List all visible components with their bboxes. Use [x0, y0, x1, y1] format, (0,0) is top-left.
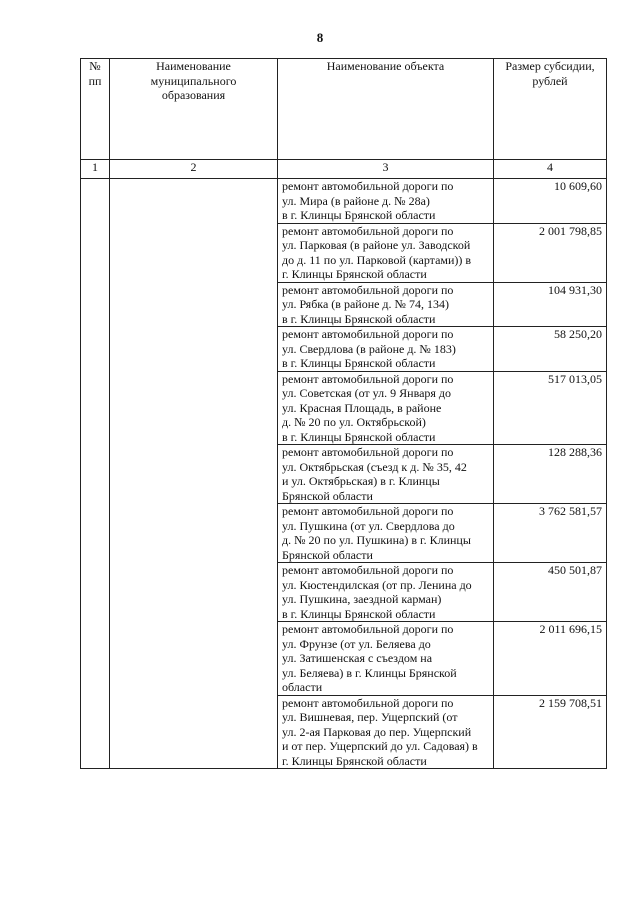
column-number: 3: [278, 160, 494, 179]
page-number: 8: [316, 30, 324, 45]
object-cell: ремонт автомобильной дороги по ул. Свердлова (в районе д. № 183) в г. Клинцы Брянской области: [278, 327, 494, 372]
amount-cell: 58 250,20: [494, 327, 607, 372]
object-cell: ремонт автомобильной дороги по ул. Фрунзе (от ул. Беляева до ул. Затишенская с съездом на ул. Беляева) в г. Клинцы Брянской области: [278, 622, 494, 696]
object-cell: ремонт автомобильной дороги по ул. Пушкина (от ул. Свердлова до д. № 20 по ул. Пушкина) в г. Клинцы Брянской области: [278, 504, 494, 563]
amount-cell: 2 011 696,15: [494, 622, 607, 696]
amount-cell: 128 288,36: [494, 445, 607, 504]
amount-cell: 517 013,05: [494, 371, 607, 445]
object-cell: ремонт автомобильной дороги по ул. Парковая (в районе ул. Заводской до д. 11 по ул. Парковой (картами)) в г. Клинцы Брянской области: [278, 223, 494, 282]
amount-cell: 450 501,87: [494, 563, 607, 622]
object-cell: ремонт автомобильной дороги по ул. Советская (от ул. 9 Января до ул. Красная Площадь, в районе д. № 20 по ул. Октябрьской) в г. Клинцы Брянской области: [278, 371, 494, 445]
header-num: № пп: [81, 59, 110, 160]
amount-cell: 3 762 581,57: [494, 504, 607, 563]
amount-cell: 104 931,30: [494, 282, 607, 327]
column-number: 1: [81, 160, 110, 179]
amount-cell: 2 159 708,51: [494, 695, 607, 769]
header-municipality: Наименование муниципального образования: [110, 59, 278, 160]
header-object: Наименование объекта: [278, 59, 494, 160]
num-cell: [81, 179, 110, 769]
subsidy-table: [80, 58, 607, 769]
column-number: 4: [494, 160, 607, 179]
column-number-row: [81, 160, 607, 179]
amount-cell: 10 609,60: [494, 179, 607, 224]
municipality-cell: [110, 179, 278, 769]
header-row: [81, 59, 607, 160]
amount-cell: 2 001 798,85: [494, 223, 607, 282]
column-number: 2: [110, 160, 278, 179]
header-subsidy: Размер субсидии, рублей: [494, 59, 607, 160]
object-cell: ремонт автомобильной дороги по ул. Рябка (в районе д. № 74, 134) в г. Клинцы Брянской области: [278, 282, 494, 327]
object-cell: ремонт автомобильной дороги по ул. Вишневая, пер. Ущерпский (от ул. 2-ая Парковая до пер. Ущерпский и от пер. Ущерпский до ул. Садовая) в г. Клинцы Брянской области: [278, 695, 494, 769]
object-cell: ремонт автомобильной дороги по ул. Мира (в районе д. № 28а) в г. Клинцы Брянской области: [278, 179, 494, 224]
object-cell: ремонт автомобильной дороги по ул. Октябрьская (съезд к д. № 35, 42 и ул. Октябрьская) в г. Клинцы Брянской области: [278, 445, 494, 504]
table-row: [81, 179, 607, 224]
object-cell: ремонт автомобильной дороги по ул. Кюстендилская (от пр. Ленина до ул. Пушкина, заездной карман) в г. Клинцы Брянской области: [278, 563, 494, 622]
